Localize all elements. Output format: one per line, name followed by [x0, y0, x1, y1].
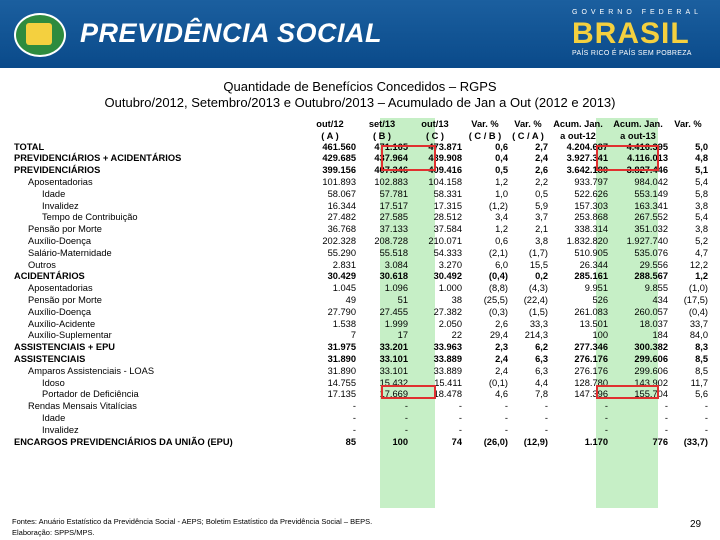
table-cell: 2,7: [535, 141, 548, 152]
table-cell: 51: [397, 294, 408, 305]
row-label: Aposentadorias: [28, 283, 93, 294]
table-cell: 147.396: [574, 389, 608, 400]
table-cell: 31.975: [327, 342, 356, 353]
table-cell: 101.893: [322, 176, 356, 187]
row-label: ENCARGOS PREVIDENCIÁRIOS DA UNIÃO (EPU): [14, 436, 233, 447]
row-label: Idade: [42, 412, 66, 423]
table-cell: 155.704: [634, 389, 668, 400]
table-cell: 7,8: [535, 389, 548, 400]
table-row: [14, 425, 708, 437]
table-cell: 0,2: [535, 271, 548, 282]
row-label: Auxílio-Acidente: [28, 318, 96, 329]
column-subheader: ( C / A ): [512, 130, 544, 141]
row-label: Auxílio-Doença: [28, 306, 92, 317]
table-cell: 100: [592, 330, 608, 341]
table-cell: 27.382: [433, 306, 462, 317]
column-header: Var. %: [674, 118, 702, 129]
table-cell: 3.084: [384, 259, 408, 270]
highlight-box-out13-top: [381, 145, 436, 171]
table-cell: 58.067: [327, 188, 356, 199]
table-cell: 4,7: [695, 247, 708, 258]
table-cell: 6,3: [535, 365, 548, 376]
table-cell: 57.781: [379, 188, 408, 199]
table-cell: 17.517: [379, 200, 408, 211]
table-cell: 1,2: [495, 176, 508, 187]
table-cell: 33.889: [433, 353, 462, 364]
government-motto: PAÍS RICO É PAÍS SEM POBREZA: [572, 50, 692, 57]
row-label: Aposentadorias: [28, 176, 93, 187]
table-header-row: [14, 118, 708, 130]
table-cell: -: [404, 412, 408, 423]
table-cell: 2.831: [332, 259, 356, 270]
table-cell: 13.501: [579, 318, 608, 329]
table-cell: -: [404, 424, 408, 435]
row-label: Idoso: [42, 377, 65, 388]
table-cell: 338.314: [574, 224, 608, 235]
column-header: out/13: [421, 118, 449, 129]
table-cell: 3,8: [535, 235, 548, 246]
header-bar: [0, 0, 720, 68]
table-cell: 33.201: [379, 342, 408, 353]
table-cell: (0,3): [488, 306, 508, 317]
table-cell: 399.156: [322, 165, 356, 176]
table-cell: -: [664, 412, 668, 423]
table-cell: 5,4: [695, 212, 708, 223]
table-cell: 31.890: [327, 353, 356, 364]
table-cell: 276.176: [574, 353, 608, 364]
table-cell: (1,0): [688, 283, 708, 294]
table-cell: 299.606: [634, 353, 668, 364]
table-cell: 26.344: [579, 259, 608, 270]
table-cell: 434: [652, 294, 668, 305]
row-label: PREVIDENCIÁRIOS + ACIDENTÁRIOS: [14, 153, 182, 164]
table-cell: 6,3: [535, 353, 548, 364]
row-label: Auxílio-Doença: [28, 235, 92, 246]
table-cell: 17.315: [433, 200, 462, 211]
table-cell: 553.149: [634, 188, 668, 199]
table-cell: 33,3: [529, 318, 548, 329]
table-cell: 157.303: [574, 200, 608, 211]
table-cell: 3,8: [695, 224, 708, 235]
table-cell: (17,5): [683, 294, 708, 305]
table-cell: 1.999: [384, 318, 408, 329]
page-number: 29: [690, 519, 702, 530]
table-cell: 261.083: [574, 306, 608, 317]
row-label: TOTAL: [14, 141, 45, 152]
table-cell: 14.755: [327, 377, 356, 388]
row-label: Portador de Deficiência: [42, 389, 139, 400]
table-cell: 2,2: [535, 176, 548, 187]
table-cell: 8,5: [695, 353, 708, 364]
table-cell: 33.101: [379, 365, 408, 376]
table-cell: 267.552: [634, 212, 668, 223]
row-label: Pensão por Morte: [28, 294, 102, 305]
table-cell: 2.050: [438, 318, 462, 329]
table-row: [14, 319, 708, 331]
table-cell: 1.045: [332, 283, 356, 294]
table-cell: 214,3: [524, 330, 548, 341]
table-cell: 285.161: [574, 271, 608, 282]
table-cell: 526: [592, 294, 608, 305]
table-cell: 0,5: [535, 188, 548, 199]
table-cell: 184: [652, 330, 668, 341]
table-cell: 84,0: [689, 330, 708, 341]
row-label: Idade: [42, 188, 66, 199]
table-cell: 27.455: [379, 306, 408, 317]
table-cell: 276.176: [574, 365, 608, 376]
table-cell: 100: [392, 436, 408, 447]
brand-title: PREVIDÊNCIA SOCIAL: [80, 18, 383, 48]
table-cell: 163.341: [634, 200, 668, 211]
table-cell: -: [704, 401, 708, 412]
table-row: [14, 366, 708, 378]
table-cell: 54.333: [433, 247, 462, 258]
table-cell: -: [458, 424, 462, 435]
table-cell: 49: [345, 294, 356, 305]
table-cell: -: [604, 424, 608, 435]
table-cell: 18.478: [433, 389, 462, 400]
table-cell: 2,4: [495, 353, 508, 364]
table-cell: (2,1): [488, 247, 508, 258]
table-row: [14, 307, 708, 319]
column-subheader: ( C ): [425, 130, 445, 141]
table-cell: 4,8: [695, 153, 708, 164]
table-cell: 4.116.013: [627, 153, 668, 164]
table-cell: 15,5: [529, 259, 548, 270]
column-header: Acum. Jan.: [553, 118, 603, 129]
table-cell: -: [664, 424, 668, 435]
table-cell: -: [458, 401, 462, 412]
column-subheader: ( B ): [372, 130, 392, 141]
column-subheader: a out-13: [620, 130, 656, 141]
table-row: [14, 212, 708, 224]
table-cell: 522.626: [574, 188, 608, 199]
table-cell: 27.482: [327, 212, 356, 223]
table-cell: 3,7: [535, 212, 548, 223]
table-cell: 2,3: [495, 342, 508, 353]
row-label: ASSISTENCIAIS + EPU: [14, 342, 115, 353]
table-cell: -: [604, 401, 608, 412]
table-cell: (0,4): [688, 306, 708, 317]
column-header: Acum. Jan.: [613, 118, 663, 129]
table-cell: 37.133: [379, 224, 408, 235]
prepared-by-note: Elaboração: SPPS/MPS.: [12, 528, 95, 537]
table-cell: 6,2: [535, 342, 548, 353]
row-label: Rendas Mensais Vitalícias: [28, 401, 137, 412]
column-header: Var. %: [514, 118, 542, 129]
table-row: [14, 437, 708, 449]
table-cell: (22,4): [523, 294, 548, 305]
table-cell: 202.328: [322, 235, 356, 246]
page-title: Quantidade de Benefícios Concedidos – RGPS: [223, 79, 497, 94]
table-cell: 351.032: [634, 224, 668, 235]
row-label: PREVIDENCIÁRIOS: [14, 165, 101, 176]
row-label: Pensão por Morte: [28, 224, 102, 235]
table-cell: (0,1): [488, 377, 508, 388]
table-cell: -: [352, 424, 356, 435]
table-row: [14, 260, 708, 272]
table-cell: 5,2: [695, 235, 708, 246]
table-cell: 1.170: [584, 436, 608, 447]
table-cell: -: [352, 401, 356, 412]
table-cell: -: [704, 412, 708, 423]
table-cell: -: [352, 412, 356, 423]
table-cell: 407.346: [374, 165, 408, 176]
table-cell: (8,8): [488, 283, 508, 294]
table-row: [14, 401, 708, 413]
table-cell: 3.642.180: [566, 165, 608, 176]
table-cell: 3,4: [495, 212, 508, 223]
table-cell: 33,7: [689, 318, 708, 329]
table-cell: 9.855: [644, 283, 668, 294]
column-header: set/13: [368, 118, 396, 129]
table-cell: 1.927.740: [626, 235, 668, 246]
highlight-box-acum13-top: [596, 145, 659, 171]
table-cell: 5,8: [695, 188, 708, 199]
table-row: [14, 283, 708, 295]
table-cell: 3.827.446: [626, 165, 668, 176]
table-cell: 9.951: [584, 283, 608, 294]
table-cell: 437.964: [374, 153, 408, 164]
row-label: Amparos Assistenciais - LOAS: [28, 365, 155, 376]
table-cell: 473.871: [428, 141, 462, 152]
table-cell: -: [504, 401, 508, 412]
column-header: Var. %: [471, 118, 499, 129]
table-row: [14, 271, 708, 283]
table-cell: 0,5: [495, 165, 508, 176]
highlight-box-acum13-assist: [596, 385, 659, 399]
table-cell: 260.057: [634, 306, 668, 317]
table-cell: 471.165: [374, 141, 408, 152]
table-cell: 15.432: [379, 377, 408, 388]
table-row: [14, 413, 708, 425]
previdencia-logo-icon: [14, 13, 66, 57]
table-cell: 58.331: [433, 188, 462, 199]
table-cell: 0,6: [495, 141, 508, 152]
table-cell: 37.584: [433, 224, 462, 235]
column-subheader: [668, 130, 708, 142]
table-cell: -: [604, 412, 608, 423]
table-cell: -: [544, 401, 548, 412]
table-cell: 210.071: [428, 235, 462, 246]
table-cell: 4,6: [495, 389, 508, 400]
table-cell: 29,4: [489, 330, 508, 341]
table-cell: 143.902: [634, 377, 668, 388]
table-cell: 299.606: [634, 365, 668, 376]
table-cell: 1,2: [695, 271, 708, 282]
table-cell: 85: [345, 436, 356, 447]
table-cell: -: [504, 412, 508, 423]
table-cell: 55.290: [327, 247, 356, 258]
row-label: Outros: [28, 259, 56, 270]
table-cell: 4,4: [535, 377, 548, 388]
table-cell: 300.382: [634, 342, 668, 353]
table-cell: 2,6: [495, 318, 508, 329]
table-cell: 18.037: [639, 318, 668, 329]
table-cell: 17.135: [327, 389, 356, 400]
table-cell: 74: [451, 436, 462, 447]
table-cell: 510.905: [574, 247, 608, 258]
row-label: Auxílio-Suplementar: [28, 330, 112, 341]
table-cell: 11,7: [690, 377, 708, 388]
table-cell: 2,4: [495, 365, 508, 376]
table-cell: 5,0: [695, 141, 708, 152]
table-cell: (25,5): [483, 294, 508, 305]
table-row: [14, 201, 708, 213]
table-cell: 29.556: [639, 259, 668, 270]
brasil-logo: BRASIL: [572, 17, 690, 50]
table-cell: 409.416: [428, 165, 462, 176]
row-label: Tempo de Contribuição: [42, 212, 138, 223]
table-cell: 6,0: [495, 259, 508, 270]
table-cell: 30.492: [433, 271, 462, 282]
row-label: ASSISTENCIAIS: [14, 353, 86, 364]
table-cell: 104.158: [428, 176, 462, 187]
table-cell: 17: [397, 330, 408, 341]
column-header: out/12: [316, 118, 344, 129]
table-cell: 4.416.395: [626, 141, 668, 152]
column-subheader: ( A ): [321, 130, 339, 141]
table-cell: 2,1: [535, 224, 548, 235]
table-row: [14, 177, 708, 189]
table-cell: 27.790: [327, 306, 356, 317]
table-cell: 128.780: [574, 377, 608, 388]
table-cell: 27.585: [379, 212, 408, 223]
table-cell: (1,2): [488, 200, 508, 211]
table-cell: 1.000: [438, 283, 462, 294]
table-cell: 3.270: [438, 259, 462, 270]
table-row: [14, 189, 708, 201]
table-cell: 1.538: [332, 318, 356, 329]
table-cell: (0,4): [488, 271, 508, 282]
table-cell: 28.512: [433, 212, 462, 223]
table-cell: -: [404, 401, 408, 412]
table-row: [14, 248, 708, 260]
table-cell: (26,0): [483, 436, 508, 447]
table-row: [14, 342, 708, 354]
table-cell: 17.669: [379, 389, 408, 400]
table-cell: 776: [652, 436, 668, 447]
row-label: ACIDENTÁRIOS: [14, 271, 85, 282]
table-cell: (12,9): [523, 436, 548, 447]
table-cell: 33.963: [433, 342, 462, 353]
table-cell: 33.889: [433, 365, 462, 376]
highlight-box-out13-assist: [381, 385, 436, 399]
table-cell: 429.685: [322, 153, 356, 164]
column-subheader: a out-12: [560, 130, 596, 141]
table-cell: 288.567: [634, 271, 668, 282]
table-cell: 5,6: [695, 389, 708, 400]
table-cell: 2,6: [535, 165, 548, 176]
table-cell: -: [504, 424, 508, 435]
table-cell: -: [458, 412, 462, 423]
government-label: GOVERNO FEDERAL: [572, 9, 703, 16]
table-cell: 30.429: [327, 271, 356, 282]
table-cell: -: [544, 412, 548, 423]
table-cell: 8,5: [695, 365, 708, 376]
table-cell: 5,4: [695, 176, 708, 187]
table-cell: (1,7): [528, 247, 548, 258]
table-cell: 3.927.341: [566, 153, 608, 164]
table-cell: 3,8: [695, 200, 708, 211]
row-label: Invalidez: [42, 200, 79, 211]
table-cell: 1,2: [495, 224, 508, 235]
table-cell: 439.908: [428, 153, 462, 164]
table-cell: 55.518: [379, 247, 408, 258]
table-cell: 0,4: [495, 153, 508, 164]
table-row: [14, 224, 708, 236]
table-cell: 8,3: [695, 342, 708, 353]
table-cell: 30.618: [379, 271, 408, 282]
table-cell: (1,5): [528, 306, 548, 317]
table-cell: 277.346: [574, 342, 608, 353]
table-cell: 253.868: [574, 212, 608, 223]
column-subheader: ( C / B ): [468, 130, 502, 141]
table-cell: 208.728: [374, 235, 408, 246]
table-cell: 102.883: [374, 176, 408, 187]
table-cell: 7: [350, 330, 356, 341]
table-cell: -: [704, 424, 708, 435]
table-cell: 36.768: [327, 224, 356, 235]
table-cell: 12,2: [689, 259, 708, 270]
table-cell: 33.101: [379, 353, 408, 364]
table-cell: 984.042: [634, 176, 668, 187]
table-cell: 1,0: [495, 188, 508, 199]
table-cell: (4,3): [528, 283, 548, 294]
table-cell: 1.096: [384, 283, 408, 294]
table-cell: -: [544, 424, 548, 435]
table-row: [14, 330, 708, 342]
table-cell: -: [664, 401, 668, 412]
sources-note: Fontes: Anuário Estatístico da Previdência Social - AEPS; Boletim Estatístico da Previdência Social – BEPS.: [12, 517, 373, 526]
table-cell: 5,1: [695, 165, 708, 176]
table-cell: 535.076: [634, 247, 668, 258]
table-row: [14, 354, 708, 366]
table-cell: 1.832.820: [566, 235, 608, 246]
table-cell: 15.411: [434, 377, 462, 388]
row-label: Salário-Maternidade: [28, 247, 112, 258]
table-cell: 5,9: [535, 200, 548, 211]
table-cell: 933.797: [574, 176, 608, 187]
table-cell: 2,4: [535, 153, 548, 164]
table-cell: 16.344: [327, 200, 356, 211]
table-cell: 22: [451, 330, 462, 341]
table-cell: 0,6: [495, 235, 508, 246]
table-cell: 4.204.687: [566, 141, 608, 152]
table-row: [14, 236, 708, 248]
page-subtitle: Outubro/2012, Setembro/2013 e Outubro/2013 – Acumulado de Jan a Out (2012 e 2013): [104, 95, 616, 110]
table-cell: 31.890: [327, 365, 356, 376]
table-cell: 38: [451, 294, 462, 305]
table-header-row: [14, 130, 708, 142]
table-row: [14, 295, 708, 307]
table-cell: (33,7): [683, 436, 708, 447]
row-label: Invalidez: [42, 424, 79, 435]
table-cell: 461.560: [322, 141, 356, 152]
